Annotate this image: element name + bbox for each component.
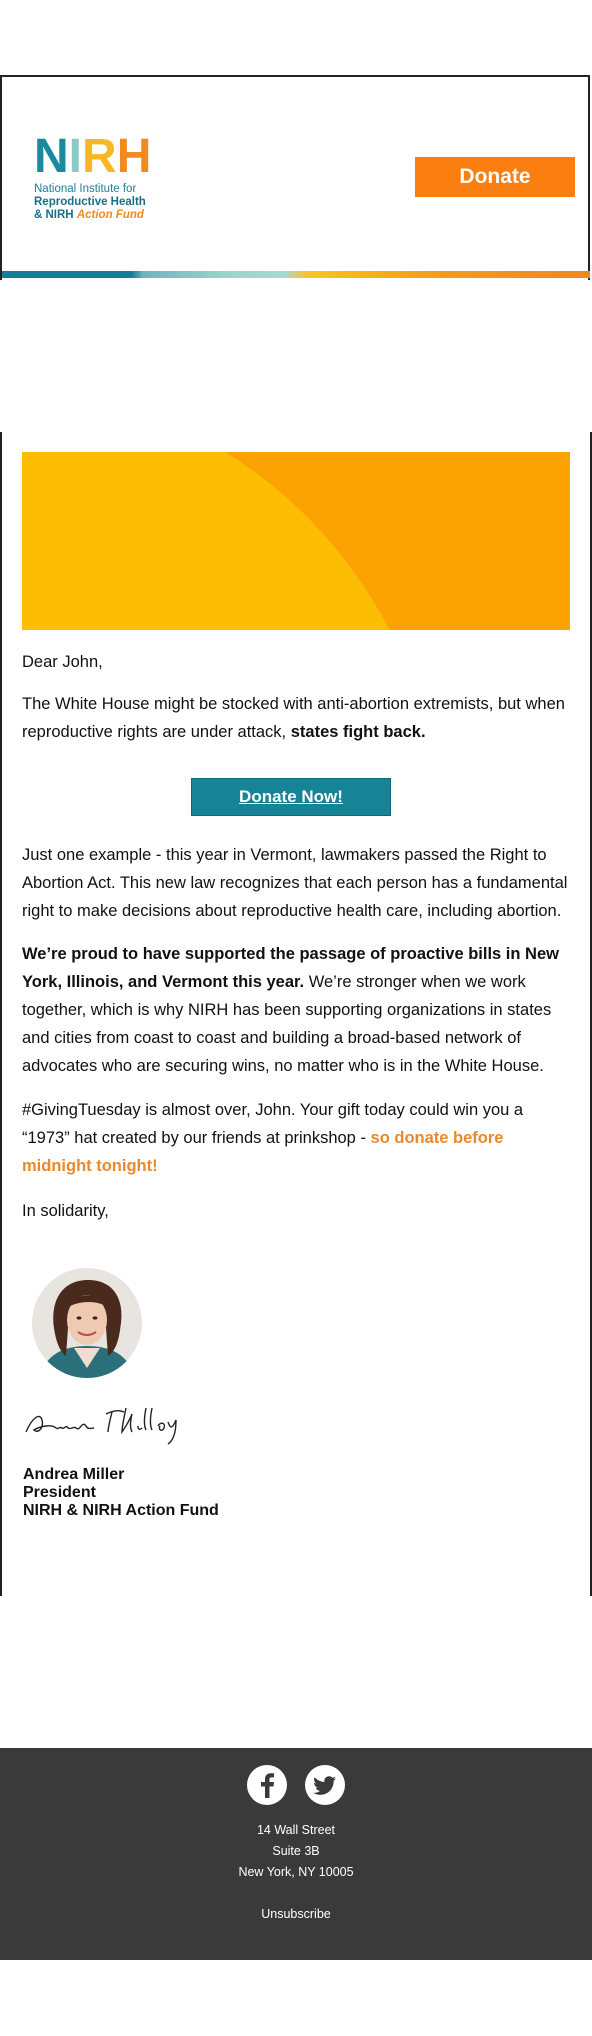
closing: In solidarity,: [22, 1202, 109, 1220]
footer-address-line-1: 14 Wall Street: [256, 1823, 336, 1837]
twitter-icon[interactable]: [305, 1765, 345, 1805]
logo-letter-i: I: [68, 130, 83, 183]
donate-now-button[interactable]: Donate Now!: [191, 778, 391, 816]
logo-letter-n: N: [34, 130, 69, 183]
footer-address-line-2: Suite 3B: [272, 1844, 320, 1858]
footer-address-line-3: New York, NY 10005: [238, 1865, 354, 1879]
paragraph-4-text: #GivingTuesday is almost over, John. Your gift today could win you a “1973” hat created by our friends at prinkshop -: [22, 1101, 524, 1147]
nirh-logo[interactable]: [34, 130, 152, 221]
paragraph-2: Just one example - this year in Vermont, lawmakers passed the Right to Abortion Act. This new law recognizes that each person has a fundamental right to make decisions about reproductive health care, including abortion.: [22, 846, 568, 920]
signature-image: [22, 1400, 197, 1450]
logo-letter-r: R: [82, 130, 117, 183]
hero-graphic: [22, 452, 570, 630]
paragraph-1-text: The White House might be stocked with anti-abortion extremists, but when reproductive rights are under attack,: [22, 695, 565, 741]
signature-text: Andrea Miller: [22, 1400, 28, 1401]
logo-wordmark: [34, 130, 152, 183]
logo-line-3-suffix: Action Fund: [76, 209, 144, 221]
signer-org: NIRH & NIRH Action Fund: [23, 1502, 219, 1519]
signer-block: [23, 1466, 219, 1520]
logo-line-3-prefix: & NIRH: [34, 209, 74, 221]
avatar: [32, 1268, 142, 1378]
unsubscribe-link[interactable]: Unsubscribe: [261, 1907, 331, 1921]
donate-button[interactable]: Donate: [415, 157, 575, 197]
andrea-miller-photo: [32, 1268, 142, 1378]
paragraph-1-bold: states fight back.: [290, 723, 426, 741]
paragraph-1: [22, 690, 570, 746]
footer: [0, 1748, 592, 1960]
logo-subtitle: [34, 183, 152, 222]
paragraph-3-text: We’re stronger when we work together, which is why NIRH has been supporting organizations in states and cities from coast to coast and building a broad-based network of advocates who are securing wins, no matter who is in the White House.: [22, 973, 552, 1075]
donate-midnight-link[interactable]: so donate before midnight tonight!: [22, 1129, 504, 1175]
facebook-icon[interactable]: [247, 1765, 287, 1805]
hero-banner: [22, 452, 570, 630]
brand-gradient-divider: [2, 271, 590, 278]
paragraph-4: [22, 1096, 570, 1180]
paragraph-3: [22, 940, 570, 1080]
paragraph-3-bold: We’re proud to have supported the passage of proactive bills in New York, Illinois, and Vermont this year.: [22, 945, 559, 991]
signer-title: President: [23, 1484, 96, 1501]
logo-line-1: National Institute for: [34, 183, 137, 195]
signer-name: Andrea Miller: [23, 1466, 125, 1483]
logo-letter-h: H: [116, 130, 152, 183]
greeting: Dear John,: [22, 653, 103, 671]
logo-line-2: Reproductive Health: [34, 196, 146, 208]
